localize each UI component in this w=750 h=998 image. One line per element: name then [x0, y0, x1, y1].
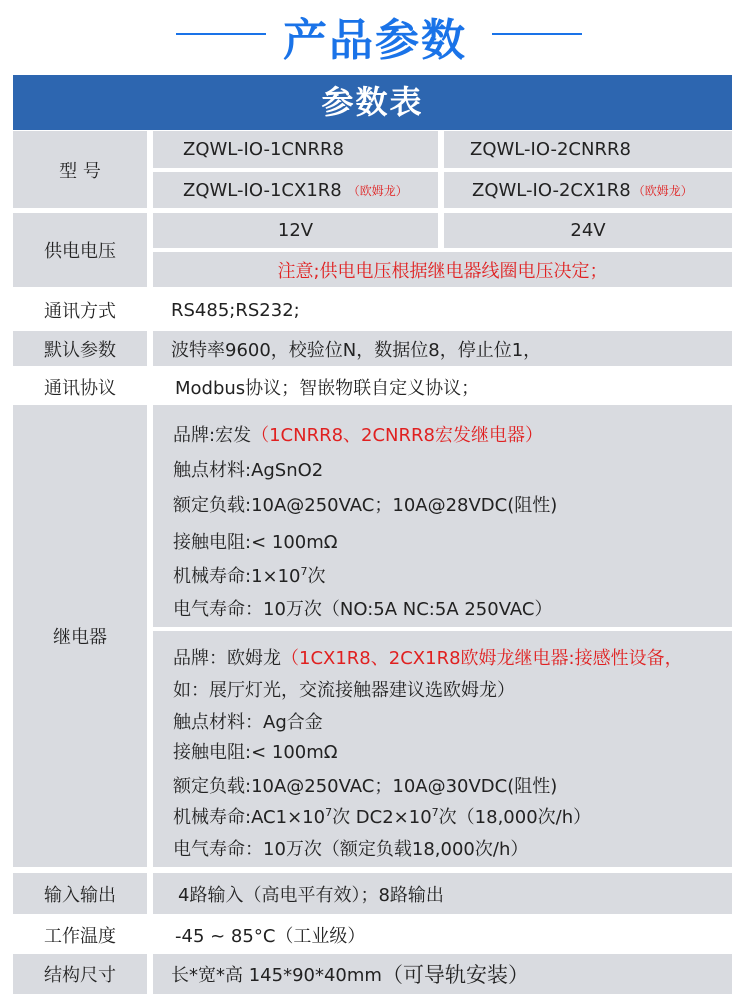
relay-a-brand: [173, 421, 543, 447]
size-value: [153, 954, 732, 994]
model-1cx1r8-name: ZQWL-IO-1CX1R8: [183, 179, 342, 201]
comm-mode-label: 通讯方式: [13, 292, 147, 328]
page-header: [0, 0, 750, 70]
model-2cnrr8: ZQWL-IO-2CNRR8: [444, 131, 732, 168]
size-dimensions: 长*宽*高 145*90*40mm: [171, 965, 382, 986]
relay-b-mech: [173, 803, 591, 829]
power-24v: 24V: [444, 213, 732, 248]
default-params-label: 默认参数: [13, 331, 147, 366]
relay-label: 继电器: [13, 405, 147, 867]
relay-b-mech-1: 机械寿命:AC1×10: [173, 807, 326, 828]
model-label: 型 号: [13, 131, 147, 208]
protocol-label: 通讯协议: [13, 369, 147, 404]
comm-mode-value: RS485;RS232;: [153, 292, 732, 328]
power-12v: 12V: [153, 213, 438, 248]
relay-a-material: 触点材料:AgSnO2: [173, 460, 324, 481]
relay-a-load: 额定负载:10A@250VAC；10A@28VDC(阻性): [173, 495, 558, 516]
relay-b-brand-note2: 如：展厅灯光，交流接触器建议选欧姆龙）: [173, 680, 515, 701]
table-title: 参数表: [13, 75, 732, 130]
relay-b-material: 触点材料：Ag合金: [173, 712, 323, 733]
relay-hongfa-block: [153, 405, 732, 627]
relay-b-mech-exp2: 7: [431, 806, 439, 819]
relay-b-brand-text: 品牌：欧姆龙: [173, 648, 281, 669]
page-title: 产品参数: [283, 15, 467, 66]
header-left-rule: [176, 33, 266, 35]
relay-b-mech-3: 次（18,000次/h）: [438, 807, 592, 828]
io-value: 4路输入（高电平有效）；8路输出: [153, 873, 732, 914]
default-params-value: 波特率9600，校验位N，数据位8，停止位1，: [153, 331, 732, 366]
io-label: 输入输出: [13, 873, 147, 914]
power-note: 注意;供电电压根据继电器线圈电压决定；: [153, 252, 732, 287]
relay-a-brand-note: （1CNRR8、2CNRR8宏发继电器）: [251, 425, 543, 446]
model-2cx1r8: [444, 172, 732, 208]
model-1cx1r8-note: （欧姆龙）: [347, 183, 408, 198]
protocol-value: Modbus协议；智嵌物联自定义协议；: [153, 369, 732, 404]
relay-a-mech-post: 次: [307, 566, 326, 587]
relay-b-elec: 电气寿命：10万次（额定负载18,000次/h）: [173, 839, 529, 860]
size-note: （可导轨安装）: [381, 963, 529, 987]
model-2cx1r8-note: （欧姆龙）: [632, 183, 693, 198]
model-1cnrr8: ZQWL-IO-1CNRR8: [153, 131, 438, 168]
relay-a-mech: [173, 562, 326, 588]
relay-a-mech-pre: 机械寿命:1×10: [173, 566, 301, 587]
model-1cx1r8: [153, 172, 438, 208]
header-right-rule: [492, 33, 582, 35]
relay-a-elec: 电气寿命：10万次（NO:5A NC:5A 250VAC）: [173, 599, 553, 620]
relay-omron-block: [153, 631, 732, 867]
power-label: 供电电压: [13, 213, 147, 287]
temp-label: 工作温度: [13, 917, 147, 953]
relay-b-resist: 接触电阻:< 100mΩ: [173, 742, 338, 763]
relay-b-brand-note1: （1CX1R8、2CX1R8欧姆龙继电器:接感性设备，: [281, 648, 683, 669]
relay-b-load: 额定负载:10A@250VAC；10A@30VDC(阻性): [173, 776, 558, 797]
relay-a-brand-text: 品牌:宏发: [173, 425, 252, 446]
size-label: 结构尺寸: [13, 954, 147, 994]
relay-b-mech-exp1: 7: [325, 806, 333, 819]
relay-b-brand: [173, 644, 683, 670]
model-2cx1r8-name: ZQWL-IO-2CX1R8: [472, 179, 631, 201]
temp-value: -45 ~ 85°C（工业级）: [153, 917, 732, 953]
relay-a-resist: 接触电阻:< 100mΩ: [173, 532, 338, 553]
relay-b-mech-2: 次 DC2×10: [332, 807, 432, 828]
relay-a-mech-exp: 7: [300, 565, 308, 578]
